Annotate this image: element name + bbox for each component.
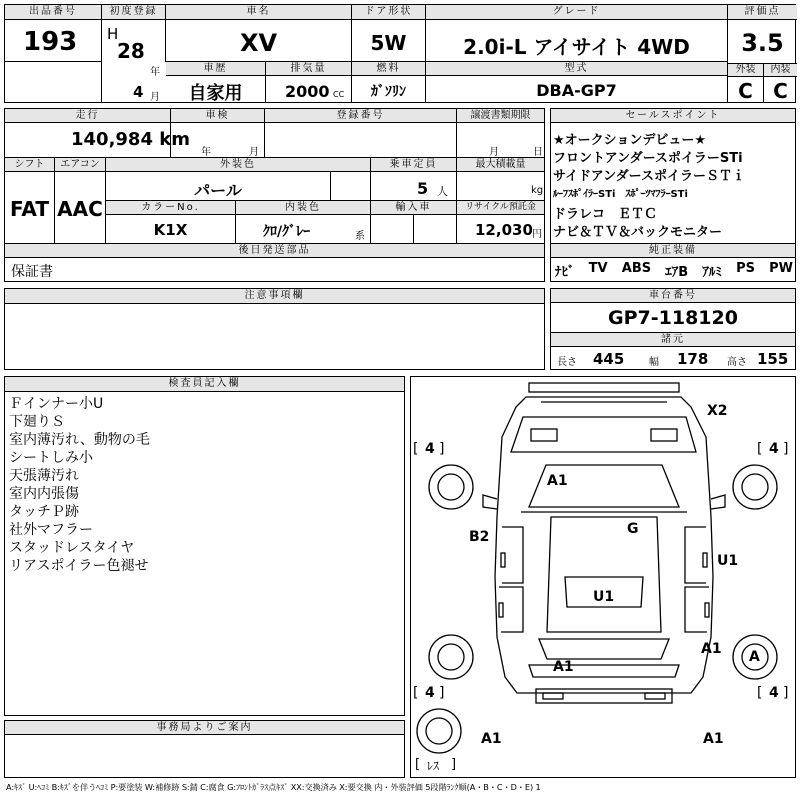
damage-mark: U1 [717,553,739,569]
kei-unit: 系 [355,231,365,242]
reg-month: 4 [133,83,144,101]
month-unit: 月 [150,92,160,103]
model-value: DBA-GP7 [536,81,617,100]
office-notice-panel [4,720,405,778]
displacement-value: 2000 [285,82,330,101]
notes-label: 注意事項欄 [5,289,544,304]
sales-points-panel [550,108,796,282]
reg-year: 28 [117,39,145,63]
tire-bracket-close: ] [783,441,789,457]
spec-label: 諸元 [551,333,795,347]
car-outline-diagram [411,377,795,777]
history-label: 車歴 [166,62,265,76]
equipment-item: PS [736,261,755,276]
equipment-item: PW [769,261,793,276]
insp-year-unit: 年 [201,147,211,158]
tire-depth-front-right: 4 [769,441,779,457]
transfer-month-unit: 月 [489,147,499,158]
history-value: 自家用 [188,83,243,104]
office-label: 事務局よりご案内 [5,721,404,735]
inspector-line: 天張薄汚れ [9,468,79,484]
inspector-line: 室内薄汚れ、動物の毛 [9,432,150,448]
recycle-value: 12,030 [475,221,533,239]
equipment-item: ABS [621,261,652,276]
displacement-label: 排気量 [266,62,351,76]
inspector-line: Ｆインナー小U [9,396,104,412]
person-unit: 人 [437,185,448,198]
door-type: 5W [370,31,407,55]
tire-depth-front-left: 4 [425,441,435,457]
height-label: 高さ [727,357,747,368]
colorno-value: K1X [153,221,188,239]
tire-depth-rear-left: 4 [425,685,435,701]
equipment-item: ﾅﾋﾞ [555,265,575,280]
regno-label: 登録番号 [265,109,456,123]
era-letter: H [107,25,119,43]
mileage-label: 走行 [5,109,170,123]
int-grade: C [773,79,788,103]
sales-line: ナビ＆ＴＶ＆バックモニター [553,225,723,240]
ext-label: 外装 [728,64,763,77]
inspector-label: 検査員記入欄 [5,377,404,392]
load-label: 最大積載量 [457,158,544,172]
damage-mark: A1 [547,473,568,489]
equipment-item: TV [588,261,608,276]
shift-label: シフト [5,158,54,172]
later-parts-value: 保証書 [11,264,53,280]
kg-unit: kg [531,185,544,196]
interior-value: ｸﾛ/ｸﾞﾚｰ [263,224,311,240]
equipment-item: ｴｱB [665,265,689,280]
spare-bracket-close: ] [451,757,457,772]
grade-label: グレード [426,5,727,20]
capacity-label: 乗車定員 [371,158,456,172]
insp-month-unit: 月 [249,147,259,158]
length-label: 長さ [557,357,577,368]
inspector-line: スタッドレスタイヤ [9,540,135,556]
damage-mark: X2 [707,403,728,419]
color-label: 外装色 [106,158,370,172]
lot-label: 出品番号 [5,5,101,20]
damage-mark: A1 [553,659,574,675]
lot-number: 193 [23,27,78,57]
shift-value: FAT [10,197,49,221]
damage-mark: G [627,521,639,537]
mileage-value: 140,984 km [71,129,190,150]
width-value: 178 [677,350,709,368]
equipment-item: ｱﾙﾐ [702,265,722,280]
color-value: パール [194,181,242,200]
door-label: ドア形状 [352,5,425,20]
legend-text: A:ｷｽﾞ U:ﾍｺﾐ B:ｷｽﾞを伴うﾍｺﾐ P:要塗装 W:補修跡 S:錆 C:腐食 G:ﾌﾛﾝﾄｶﾞﾗｽ点ｷｽﾞ XX:交換済み X:要交換 内・外装評価 5段階ﾗﾝｸ順(A・B・C・D・E) 1 [6,782,541,792]
ac-value: AAC [57,197,103,221]
score-value: 3.5 [741,29,784,57]
ac-label: エアコン [55,158,105,172]
sales-line: ドラレコ ＥＴＣ [553,207,658,222]
tire-bracket-open: [ [757,441,763,457]
tire-bracket-close: ] [439,441,445,457]
colorno-label: カラーNo. [106,201,235,215]
reg-label: 初度登録 [102,5,165,20]
spare-bracket-open: [ [415,757,421,772]
inspector-panel [4,376,405,716]
inspector-line: タッチＰ跡 [9,504,79,520]
score-label: 評価点 [728,5,797,20]
import-label: 輸入車 [371,201,456,215]
year-unit: 年 [150,67,160,78]
yen-unit: 円 [532,229,542,240]
transfer-day-unit: 日 [533,147,543,158]
transfer-label: 譲渡書類期限 [457,109,544,123]
damage-mark: A [749,649,760,665]
interior-label: 内装色 [236,201,370,215]
tire-bracket-close: ] [783,685,789,701]
tire-bracket-close: ] [439,685,445,701]
width-label: 幅 [649,357,659,368]
inspector-line: 室内内張傷 [9,486,79,502]
vehicle-detail-table [4,108,545,282]
inspector-line: 下廻りＳ [9,414,65,430]
spare-tire-status: ﾚｽ [427,759,440,773]
sales-line: フロントアンダースポイラーSTi [553,151,743,166]
fuel-label: 燃料 [352,62,425,76]
tire-bracket-open: [ [413,441,419,457]
name-label: 車名 [166,5,351,20]
sales-label: セールスポイント [551,109,795,123]
damage-mark: A1 [703,731,724,747]
chassis-number: GP7-118120 [608,307,738,329]
later-parts-label: 後日発送部品 [5,244,544,258]
equipment-list [555,261,793,280]
chassis-panel [550,288,796,370]
inspector-line: シートしみ小 [9,450,93,466]
car-name: XV [239,29,278,57]
tire-depth-rear-right: 4 [769,685,779,701]
tire-bracket-open: [ [413,685,419,701]
capacity-value: 5 [417,179,429,198]
header-table [4,4,796,103]
int-label: 内装 [764,64,797,77]
inspection-label: 車検 [171,109,264,123]
tire-bracket-open: [ [757,685,763,701]
recycle-label: リサイクル預託金 [457,201,544,215]
height-value: 155 [757,350,789,368]
cc-unit: CC [333,90,345,99]
notes-panel [4,288,545,370]
damage-mark: U1 [593,589,615,605]
equipment-label: 純正装備 [551,244,795,258]
damage-mark: A1 [701,641,722,657]
grade-value: 2.0i-L アイサイト 4WD [463,35,690,59]
sales-line: ﾙｰﾌｽﾎﾟｲﾗｰSTi ｽﾎﾟｰﾂﾏﾌﾗｰSTi [553,189,688,200]
inspector-line: 社外マフラー [9,522,93,538]
sales-line: ★オークションデビュー★ [553,133,707,148]
damage-diagram [410,376,796,778]
fuel-value: ｶﾞｿﾘﾝ [371,84,406,100]
length-value: 445 [593,350,625,368]
sales-line: サイドアンダースポイラーＳＴｉ [553,169,746,184]
damage-mark: A1 [481,731,502,747]
damage-mark: B2 [469,529,490,545]
ext-grade: C [738,79,753,103]
model-label: 型式 [426,62,727,76]
chassis-label: 車台番号 [551,289,795,303]
inspector-line: リアスポイラー色褪せ [9,558,149,574]
